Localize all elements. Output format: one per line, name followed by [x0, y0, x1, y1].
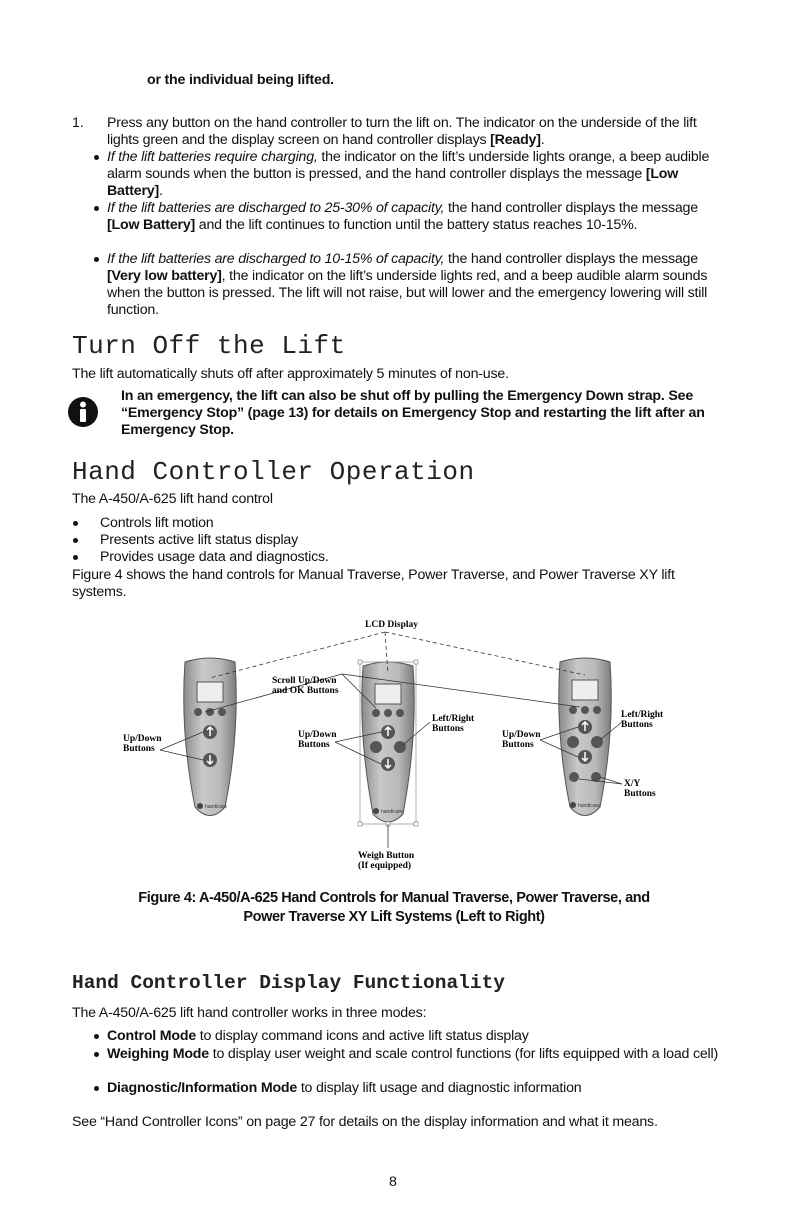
step-number: 1.	[72, 115, 84, 131]
see-also-text: See “Hand Controller Icons” on page 27 for details on the display information and what it means.	[72, 1114, 658, 1130]
mode-item	[107, 1080, 717, 1097]
mode-name: Weighing Mode	[107, 1046, 209, 1062]
bullet-text: the indicator on the lift’s underside lights orange, a beep audible alarm sounds when the button is pressed, and the hand controller displays the message	[107, 149, 710, 182]
emergency-note: In an emergency, the lift can also be shut off by pulling the Emergency Down strap. See “Emergency Stop” (page 13) for details on Emergency Stop and restarting the lift after an Emergency Stop.	[121, 388, 705, 438]
info-icon	[67, 396, 99, 428]
intro-line: or the individual being lifted.	[147, 72, 334, 88]
scroll-label-1: Scroll Up/Down	[272, 676, 337, 686]
feature-item: Presents active lift status display	[100, 532, 299, 548]
updown-label-b2: Buttons	[298, 740, 330, 750]
step-1-period: .	[540, 132, 545, 148]
hand-controls-figure	[110, 612, 680, 882]
figure-caption	[60, 889, 728, 927]
bullet-dot	[73, 555, 78, 560]
brand-logo: handicare	[578, 803, 600, 809]
mode-desc: to display command icons and active lift status display	[196, 1028, 529, 1044]
bullet-dot	[94, 1052, 99, 1057]
battery-bullet-2	[107, 200, 717, 234]
turn-off-text: The lift automatically shuts off after approximately 5 minutes of non-use.	[72, 366, 509, 382]
leftright-label-a2: Buttons	[432, 724, 464, 734]
bullet-dot	[94, 155, 99, 160]
scroll-label-2: and OK Buttons	[272, 686, 339, 696]
bullet-dot	[73, 538, 78, 543]
mode-desc: to display lift usage and diagnostic information	[297, 1080, 582, 1096]
step-1-text	[107, 115, 717, 149]
battery-bullet-1	[107, 149, 717, 200]
hand-controller-intro: The A-450/A-625 lift hand control	[72, 491, 273, 507]
updown-label-c1: Up/Down	[502, 730, 541, 740]
mode-item	[107, 1046, 719, 1063]
lcd-label: LCD Display	[365, 620, 419, 630]
figure-reference: Figure 4 shows the hand controls for Manual Traverse, Power Traverse, and Power Traverse XY lift systems.	[72, 567, 675, 600]
weigh-label-2: (If equipped)	[358, 861, 412, 871]
brand-logo: handicare	[381, 809, 403, 815]
turn-off-heading: Turn Off the Lift	[72, 331, 346, 361]
controller-power-traverse	[358, 660, 418, 826]
bullet-bold: [Low Battery]	[107, 166, 679, 199]
bullet-dot	[94, 1086, 99, 1091]
brand-logo: handicare	[205, 804, 227, 810]
mode-name: Diagnostic/Information Mode	[107, 1080, 298, 1096]
step-1-body: Press any button on the hand controller to turn the lift on. The indicator on the underside of the lift lights green and the display screen on hand controller displays	[107, 115, 697, 148]
leftright-label-a1: Left/Right	[432, 714, 475, 724]
bullet-italic: If the lift batteries require charging,	[107, 149, 318, 165]
bullet-dot	[94, 206, 99, 211]
page-number: 8	[389, 1174, 397, 1190]
ready-message: [Ready]	[490, 132, 541, 148]
bullet-text-end: .	[159, 183, 163, 199]
bullet-text-end: , the indicator on the lift’s underside lights red, and a beep audible alarm sounds when the button is pressed. The lift will not raise, but will lower and the emergency lowering will still function.	[107, 268, 708, 318]
bullet-bold: [Very low battery]	[107, 268, 222, 284]
lcd-screen	[572, 680, 598, 700]
caption-line-1: Figure 4: A-450/A-625 Hand Controls for Manual Traverse, Power Traverse, and	[138, 890, 650, 906]
xy-label-2: Buttons	[624, 789, 656, 799]
bullet-text: the hand controller displays the message	[444, 251, 698, 267]
bullet-dot	[73, 521, 78, 526]
mode-name: Control Mode	[107, 1028, 197, 1044]
battery-bullet-3	[107, 251, 717, 319]
display-functionality-heading: Hand Controller Display Functionality	[72, 972, 505, 994]
feature-item: Controls lift motion	[100, 515, 214, 531]
xy-label-1: X/Y	[624, 779, 641, 789]
mode-item	[107, 1028, 717, 1045]
bullet-dot	[94, 257, 99, 262]
bullet-italic: If the lift batteries are discharged to 10-15% of capacity,	[107, 251, 445, 267]
mode-desc: to display user weight and scale control functions (for lifts equipped with a load cell)	[208, 1046, 718, 1062]
bullet-bold: [Low Battery]	[107, 217, 196, 233]
updown-label-b1: Up/Down	[298, 730, 337, 740]
display-intro: The A-450/A-625 lift hand controller works in three modes:	[72, 1005, 427, 1021]
bullet-text-end: and the lift continues to function until the battery status reaches 10-15%.	[195, 217, 638, 233]
bullet-dot	[94, 1034, 99, 1039]
feature-item: Provides usage data and diagnostics.	[100, 549, 329, 565]
leftright-label-b1: Left/Right	[621, 710, 664, 720]
weigh-label-1: Weigh Button	[358, 851, 415, 861]
leftright-label-b2: Buttons	[621, 720, 653, 730]
lcd-screen	[197, 682, 223, 702]
bullet-italic: If the lift batteries are discharged to 25-30% of capacity,	[107, 200, 445, 216]
lcd-screen	[375, 684, 401, 704]
updown-label-a2: Buttons	[123, 744, 155, 754]
updown-label-a1: Up/Down	[123, 734, 162, 744]
hand-controller-heading: Hand Controller Operation	[72, 457, 475, 487]
caption-line-2: Power Traverse XY Lift Systems (Left to Right)	[243, 909, 545, 925]
bullet-text: the hand controller displays the message	[444, 200, 698, 216]
updown-label-c2: Buttons	[502, 740, 534, 750]
